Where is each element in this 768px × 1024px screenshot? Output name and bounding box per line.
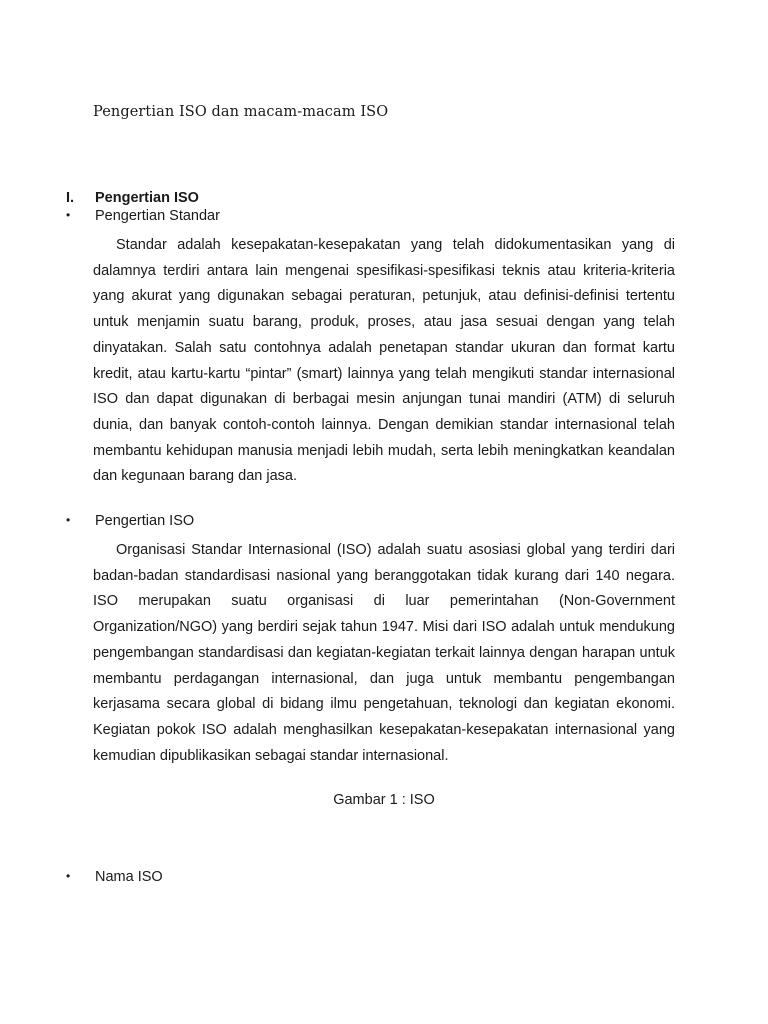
paragraph-standar: Standar adalah kesepakatan-kesepakatan yang telah didokumentasikan yang di dalamnya terdiri antara lain mengenai spesifikasi-spesifikasi teknis atau kriteria-kriteria yang akurat yang digunakan sebagai peraturan, petunjuk, atau definisi-definisi tertentu untuk menjamin suatu barang, produk, proses, atau jasa sesuai dengan yang telah dinyatakan. Salah satu contohnya adalah penetapan standar ukuran dan format kartu kredit, atau kartu-kartu “pintar” (smart) lainnya yang telah mengikuti standar internasional ISO dan dapat digunakan di berbagai mesin anjungan tunai mandiri (ATM) di seluruh dunia, dan banyak contoh-contoh lainnya. Dengan demikian standar internasional telah membantu kehidupan manusia menjadi lebih mudah, serta lebih meningkatkan keandalan dan kegunaan barang dan jasa. <box>93 237 675 485</box>
bullet-label: Pengertian ISO <box>95 513 195 529</box>
section-number: I. <box>66 190 75 206</box>
bullet-label: Pengertian Standar <box>95 208 220 224</box>
section-heading-text: Pengertian ISO <box>95 190 199 206</box>
paragraph-iso: Organisasi Standar Internasional (ISO) adalah suatu asosiasi global yang terdiri dari badan-badan standardisasi nasional yang beranggotakan tidak kurang dari 140 negara. ISO merupakan suatu organisasi di luar pemerintahan (Non-Government Organization/NGO) yang berdiri sejak tahun 1947. Misi dari ISO adalah untuk mendukung pengembangan standardisasi dan kegiatan-kegiatan terkait lainnya dengan harapan untuk membantu perdagangan internasional, dan juga untuk membantu pengembangan kerjasama secara global di bidang ilmu pengetahuan, teknologi dan kegiatan ekonomi. Kegiatan pokok ISO adalah menghasilkan kesepakatan-kesepakatan internasional yang kemudian dipublikasikan sebagai standar internasional. <box>93 542 675 764</box>
bullet-item-pengertian-standar <box>66 208 220 224</box>
figure-caption: Gambar 1 : ISO <box>333 792 435 808</box>
bullet-dot-icon: • <box>66 513 71 527</box>
bullet-item-nama-iso <box>66 869 163 885</box>
section-heading <box>66 190 199 206</box>
bullet-dot-icon: • <box>66 208 71 222</box>
document-title: Pengertian ISO dan macam-macam ISO <box>93 104 389 120</box>
bullet-item-pengertian-iso <box>66 513 194 529</box>
bullet-label: Nama ISO <box>95 869 163 885</box>
bullet-dot-icon: • <box>66 869 71 883</box>
